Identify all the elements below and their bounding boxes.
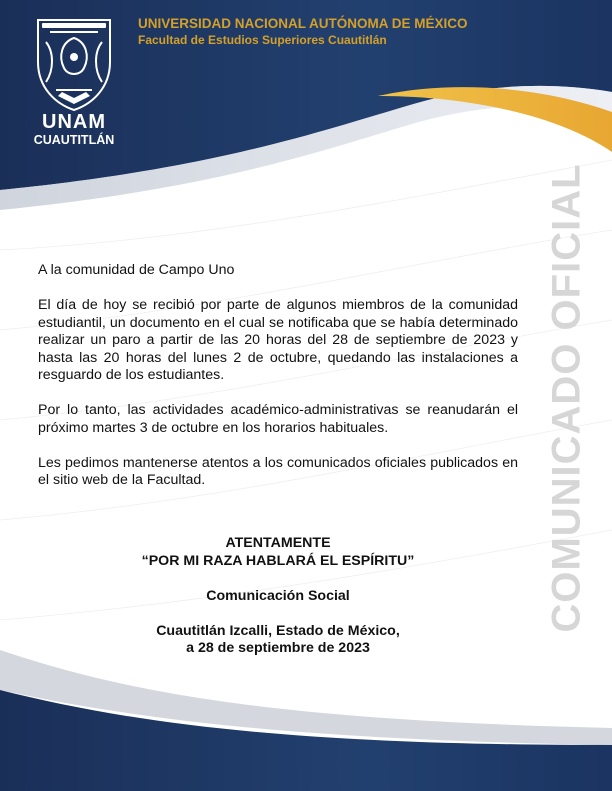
university-name: UNIVERSIDAD NACIONAL AUTÓNOMA DE MÉXICO bbox=[138, 16, 468, 31]
letter-greeting: A la comunidad de Campo Uno bbox=[38, 262, 235, 278]
unam-logo bbox=[24, 12, 124, 147]
place-text: Cuautitlán Izcalli, Estado de México, bbox=[156, 622, 400, 639]
unam-shield-icon bbox=[28, 12, 120, 114]
signer-name: Comunicación Social bbox=[206, 587, 350, 604]
letter-paragraph: Por lo tanto, las actividades académico-administrativas se reanudarán el próximo martes 3 de octubre en los horarios habituales. bbox=[38, 402, 518, 436]
faculty-name: Facultad de Estudios Superiores Cuautitlán bbox=[138, 33, 387, 47]
motto-text: “POR MI RAZA HABLARÁ EL ESPÍRITU” bbox=[141, 552, 415, 569]
closing-text: ATENTAMENTE bbox=[225, 535, 331, 551]
letter-paragraph: El día de hoy se recibió por parte de algunos miembros de la comunidad estudiantil, un documento en el cual se notificaba que se había determinado realizar un paro a partir de las 20 horas del 28 de septiembre de 2023 y hasta las 20 horas del lunes 2 de octubre, quedando las instalaciones a resguardo de los estudiantes. bbox=[38, 297, 518, 383]
logo-subtitle: CUAUTITLÁN bbox=[33, 133, 115, 147]
date-text: a 28 de septiembre de 2023 bbox=[186, 640, 370, 656]
logo-title: UNAM bbox=[42, 111, 106, 133]
signature-block bbox=[38, 535, 518, 658]
letter-body bbox=[38, 262, 518, 507]
letter-paragraph: Les pedimos mantenerse atentos a los comunicados oficiales publicados en el sitio web de la Facultad. bbox=[38, 454, 518, 488]
side-label: COMUNICADO OFICIAL bbox=[544, 163, 589, 633]
